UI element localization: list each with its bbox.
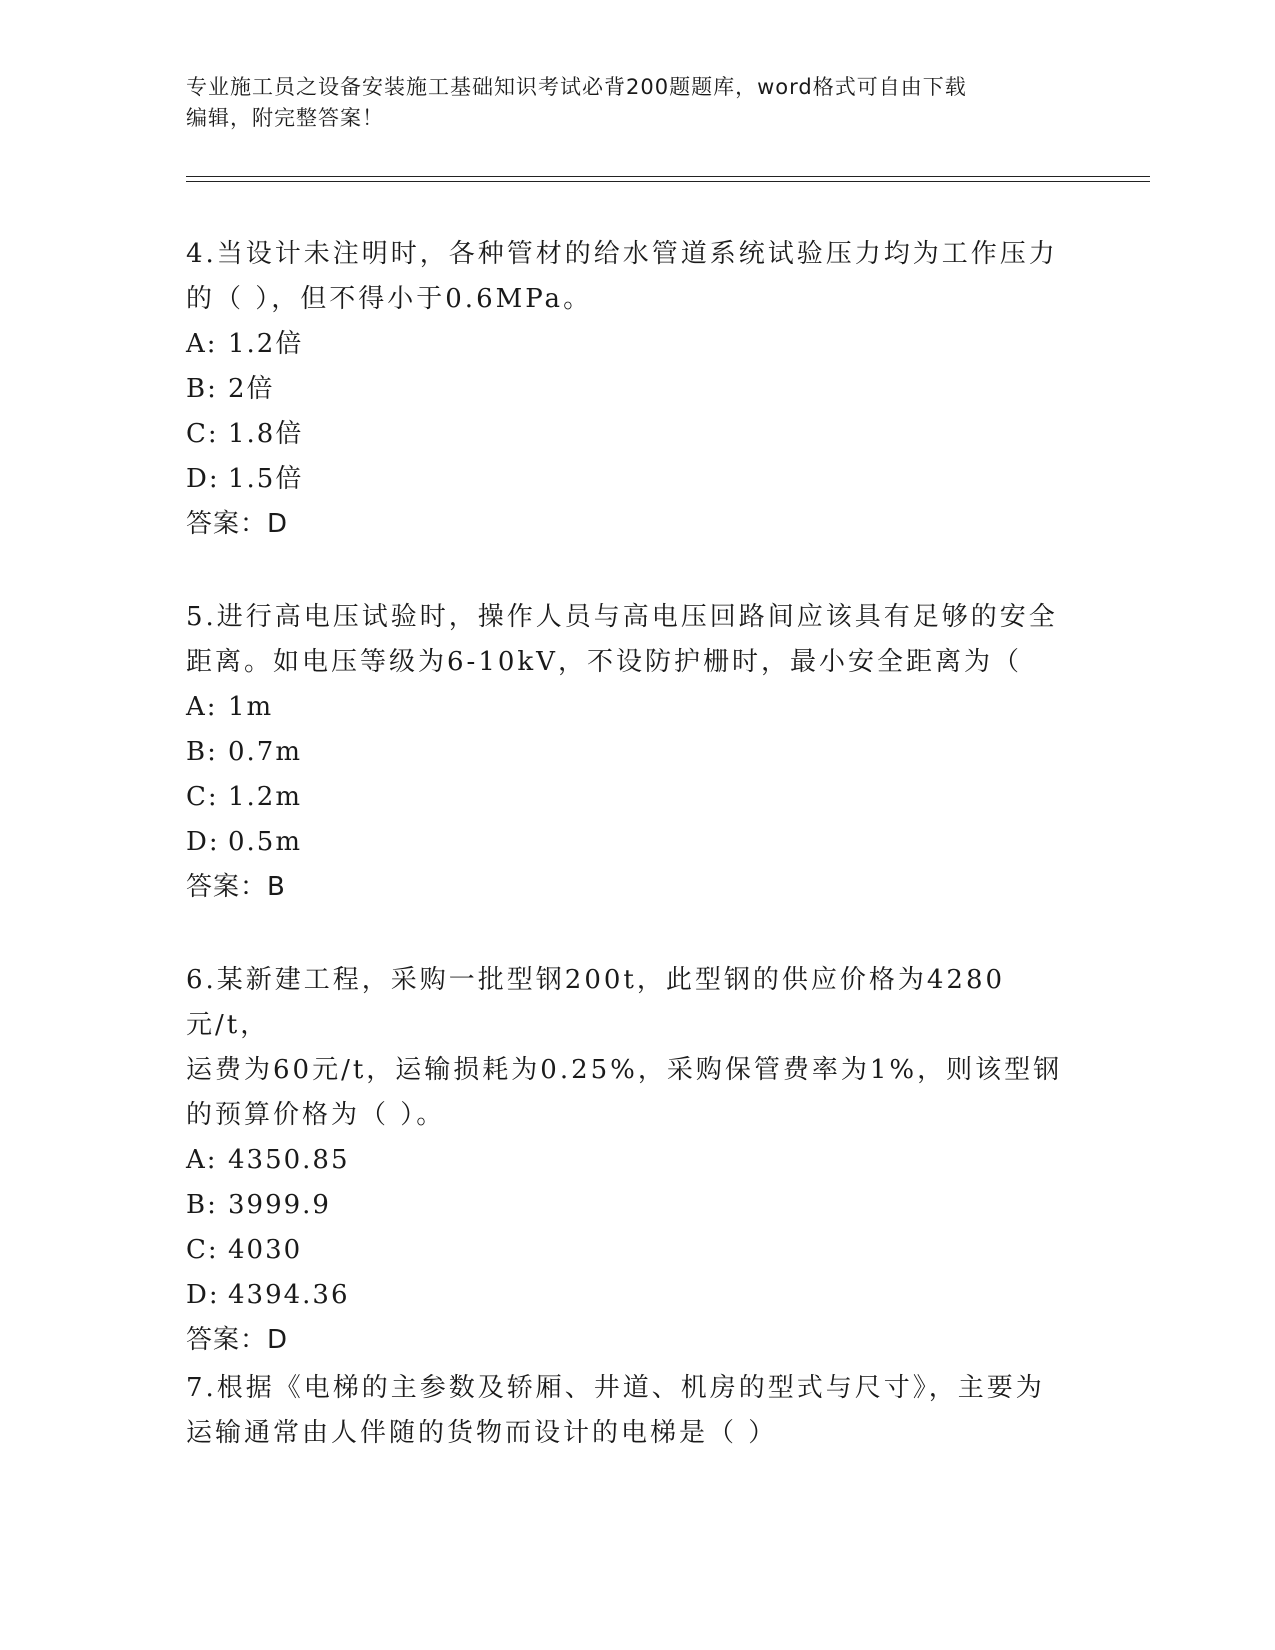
option-key: B: — [186, 1190, 218, 1220]
option-a — [186, 1138, 1066, 1183]
option-key: D: — [186, 1280, 220, 1310]
question-4 — [186, 232, 1066, 547]
option-c — [186, 775, 1066, 820]
option-key: D: — [186, 464, 220, 494]
question-text-line: 6.某新建工程，采购一批型钢200t，此型钢的供应价格为4280元/t， — [186, 965, 1006, 1040]
option-a — [186, 322, 1066, 367]
answer-value: D — [267, 509, 289, 539]
question-text-line: 运费为60元/t，运输损耗为0.25%，采购保管费率为1%，则该型钢 — [186, 1055, 1063, 1085]
option-text: 1.2m — [228, 782, 303, 812]
option-key: C: — [186, 419, 219, 449]
answer-label: 答案： — [186, 509, 268, 539]
question-text-line: 7.根据《电梯的主参数及轿厢、井道、机房的型式与尺寸》，主要为 — [186, 1373, 1045, 1403]
header-line-1: 专业施工员之设备安装施工基础知识考试必背200题题库，word格式可自由下载 — [186, 75, 967, 99]
option-text: 1m — [228, 692, 274, 722]
header-divider-top — [186, 176, 1150, 177]
option-text: 2倍 — [228, 374, 275, 404]
option-text: 1.5倍 — [228, 464, 304, 494]
question-text-line: 运输通常由人伴随的货物而设计的电梯是（ ） — [186, 1418, 778, 1448]
option-text: 4394.36 — [228, 1280, 350, 1310]
option-text: 1.2倍 — [228, 329, 304, 359]
question-5 — [186, 595, 1066, 910]
option-key: D: — [186, 827, 220, 857]
option-text: 0.5m — [228, 827, 303, 857]
option-key: A: — [186, 1145, 218, 1175]
question-text-line: 4.当设计未注明时，各种管材的给水管道系统试验压力均为工作压力 — [186, 239, 1058, 269]
answer-value: D — [267, 1325, 289, 1355]
answer-line — [186, 502, 1066, 547]
option-key: B: — [186, 374, 218, 404]
option-key: A: — [186, 692, 218, 722]
answer-value: B — [267, 872, 286, 902]
option-text: 3999.9 — [228, 1190, 331, 1220]
option-b — [186, 730, 1066, 775]
option-c — [186, 412, 1066, 457]
answer-line — [186, 865, 1066, 910]
question-text-line: 的预算价格为（ ）。 — [186, 1100, 446, 1130]
answer-label: 答案： — [186, 872, 268, 902]
document-header — [186, 72, 1066, 134]
option-key: B: — [186, 737, 218, 767]
question-text-line: 5.进行高电压试验时，操作人员与高电压回路间应该具有足够的安全 — [186, 602, 1058, 632]
header-divider-bottom — [186, 181, 1150, 182]
option-d — [186, 820, 1066, 865]
option-b — [186, 367, 1066, 412]
option-c — [186, 1228, 1066, 1273]
option-text: 0.7m — [228, 737, 303, 767]
option-d — [186, 457, 1066, 502]
option-key: A: — [186, 329, 218, 359]
answer-label: 答案： — [186, 1325, 268, 1355]
option-text: 4030 — [228, 1235, 303, 1265]
answer-line — [186, 1318, 1066, 1363]
header-line-2: 编辑，附完整答案！ — [186, 106, 384, 130]
option-a — [186, 685, 1066, 730]
option-key: C: — [186, 1235, 219, 1265]
question-6 — [186, 958, 1066, 1363]
option-text: 1.8倍 — [228, 419, 304, 449]
question-text-line: 的（ ），但不得小于0.6MPa。 — [186, 284, 593, 314]
option-b — [186, 1183, 1066, 1228]
option-d — [186, 1273, 1066, 1318]
option-key: C: — [186, 782, 219, 812]
question-7 — [186, 1366, 1066, 1456]
question-text-line: 距离。如电压等级为6-10kV，不设防护栅时，最小安全距离为（ — [186, 647, 1022, 677]
option-text: 4350.85 — [228, 1145, 350, 1175]
